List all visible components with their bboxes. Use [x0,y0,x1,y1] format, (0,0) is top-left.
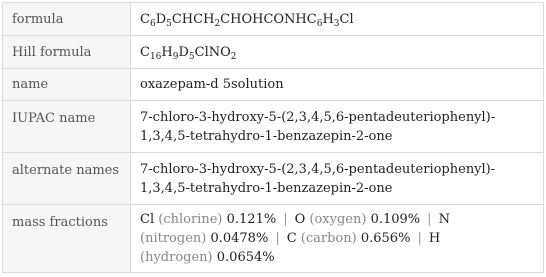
fraction-cl [140,212,276,227]
iupac-name-line-2: 1,3,4,5-tetrahydro-1-benzazepin-2-one [140,128,393,144]
table-row-name [3,69,544,101]
fraction-value: 0.0478% [210,231,269,246]
formula-subscript: 5 [166,18,172,29]
fraction-value: 0.109% [370,212,421,227]
formula-part: H [161,44,173,60]
formula-part: D [155,11,167,27]
table-row-formula [3,3,544,36]
alternate-name-line-2: 1,3,4,5-tetrahydro-1-benzazepin-2-one [140,180,393,196]
formula-part: C [140,11,150,27]
formula-part: Cl [339,11,354,27]
formula-text [140,12,354,27]
fraction-value: 0.0654% [216,250,275,265]
formula-part: C [140,44,150,60]
element-name: (oxygen) [309,212,367,227]
mass-fractions-line-2 [140,229,534,248]
alternate-names-value [131,153,544,205]
mass-fractions-line-3 [140,248,534,267]
fraction-c [287,231,411,246]
row-label-formula: formula [3,3,131,36]
formula-part: CHCH [171,11,215,27]
row-label-hill-formula: Hill formula [3,36,131,69]
formula-part: D [178,44,189,60]
element-name: (carbon) [300,231,357,246]
iupac-name-value [131,101,544,153]
fraction-o [295,212,421,227]
element-symbol: C [286,231,297,246]
alternate-name-line-1: 7-chloro-3-hydroxy-5-(2,3,4,5,6-pentadeuteriophenyl)- [140,161,496,177]
row-label-alternate-names [3,153,131,205]
fraction-separator: | [417,231,422,246]
properties-table [2,2,544,273]
row-label-alternate-names-text: alternate names [12,163,120,178]
fraction-separator: | [283,212,288,227]
fraction-separator: | [275,231,280,246]
hill-formula-text [140,45,237,60]
mass-fractions-value [131,205,544,273]
table-row-iupac-name [3,101,544,153]
table-row-mass-fractions [3,205,544,273]
element-symbol: O [294,212,306,227]
table-row-hill-formula [3,36,544,69]
formula-subscript: 2 [230,51,237,62]
row-label-mass-fractions [3,205,131,273]
formula-subscript: 6 [316,18,323,29]
formula-subscript: 2 [214,18,221,29]
formula-subscript: 9 [172,51,179,62]
iupac-name-line-1: 7-chloro-3-hydroxy-5-(2,3,4,5,6-pentadeuteriophenyl)- [140,109,496,125]
fraction-value: 0.121% [226,212,277,227]
fraction-value: 0.656% [360,231,411,246]
formula-subscript: 6 [149,18,156,29]
element-name: (nitrogen) [140,231,207,246]
mass-fractions-line-1 [140,210,534,229]
table-row-alternate-names [3,153,544,205]
properties-table-container [2,2,544,275]
name-value: oxazepam-d 5solution [131,69,544,101]
element-name: (chlorine) [158,212,223,227]
formula-part: H [322,11,334,27]
formula-subscript: 3 [333,18,340,29]
row-label-iupac-name-text: IUPAC name [12,111,96,126]
fraction-separator: | [427,212,432,227]
row-label-mass-fractions-text: mass fractions [12,215,108,230]
formula-subscript: 5 [188,51,195,62]
element-name: (hydrogen) [140,250,213,265]
formula-part: CHOHCONHC [220,11,317,27]
row-label-name: name [3,69,131,101]
row-label-iupac-name [3,101,131,153]
formula-value [131,3,544,36]
fraction-h-symbol: H [428,231,441,246]
element-symbol: Cl [140,212,155,227]
formula-part: ClNO [194,44,231,60]
fraction-n-symbol: N [438,212,450,227]
hill-formula-value [131,36,544,69]
formula-subscript: 16 [149,51,162,62]
